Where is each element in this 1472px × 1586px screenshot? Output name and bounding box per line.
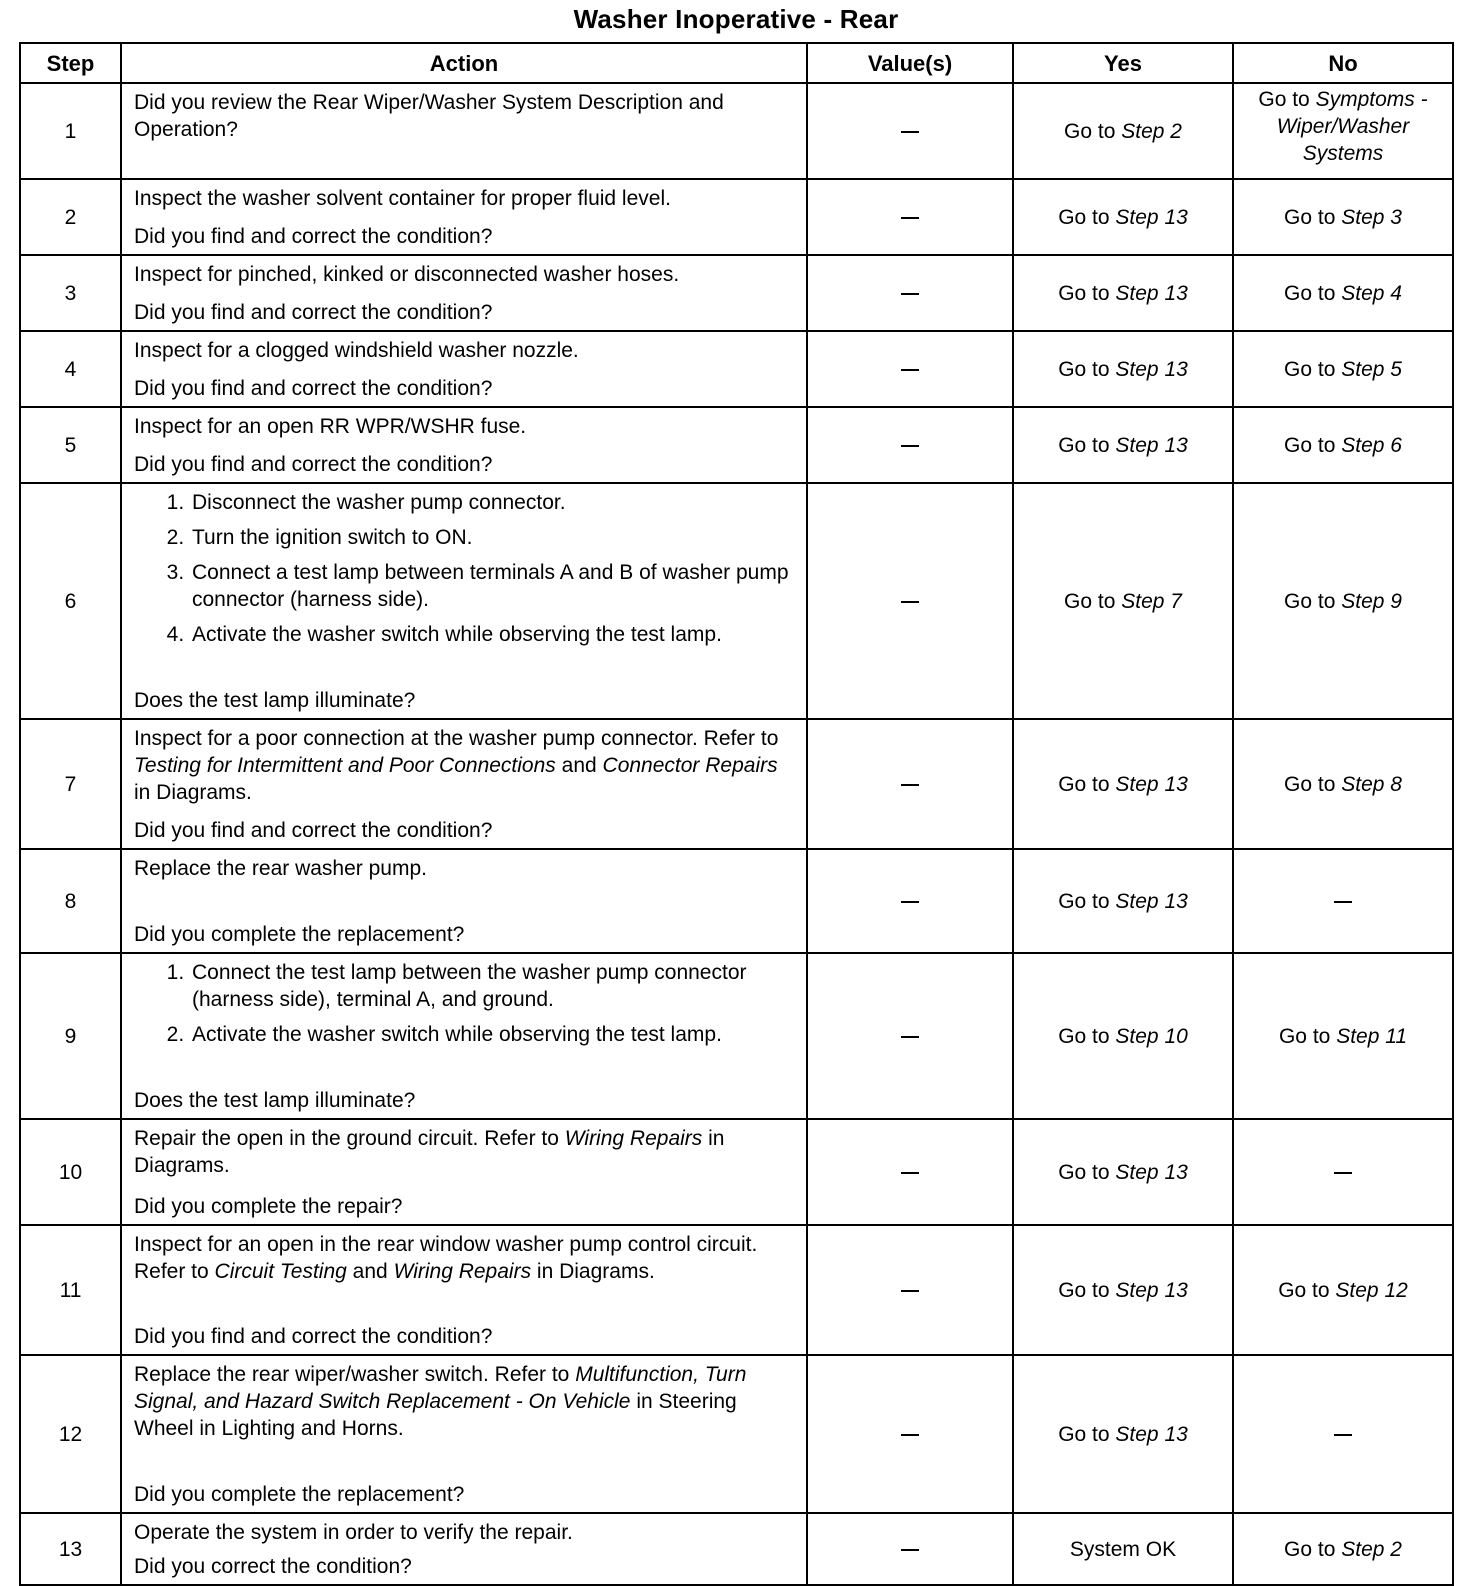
yes-goto-label: Go to [1058,357,1110,381]
no-goto-label: Go to [1278,1278,1330,1302]
action-text: Inspect for a poor connection at the washer pump connector. Refer to [134,727,779,750]
action-content [122,84,806,178]
value-cell [807,83,1013,179]
table-row [20,255,1453,331]
action-text: in Diagrams. [134,781,252,804]
dash-mark [901,1172,919,1174]
yes-step-reference: Step 13 [1115,889,1188,913]
dash-mark [901,1549,919,1551]
no-cell [1233,1355,1453,1513]
header-row [20,43,1453,83]
yes-step-reference: Step 13 [1115,433,1188,457]
action-body [134,725,796,806]
table-row [20,1513,1453,1585]
yes-cell [1013,849,1233,953]
action-text: Repair the open in the ground circuit. Refer to [134,1127,559,1150]
yes-goto-label: Go to [1058,1422,1110,1446]
dash-mark [901,1036,919,1038]
procedure-step: 3. Connect a test lamp between terminals A and B of washer pump connector (harness side). [190,559,796,613]
action-cell [121,483,807,719]
yes-cell [1013,953,1233,1119]
action-content [122,256,806,330]
yes-step-reference: Step 13 [1115,281,1188,305]
no-cell [1233,1513,1453,1585]
value-cell [807,255,1013,331]
action-content [122,1356,806,1512]
yes-goto-label: Go to [1064,589,1116,613]
no-step-reference: Step 4 [1341,281,1402,305]
action-cell [121,179,807,255]
value-cell [807,953,1013,1119]
procedure-step: 2. Activate the washer switch while observing the test lamp. [190,1021,796,1048]
action-body: Inspect the washer solvent container for proper fluid level. [134,187,671,210]
action-body [134,489,796,650]
no-cell [1233,1119,1453,1225]
action-content [122,720,806,848]
yes-cell [1013,83,1233,179]
no-step-reference: Step 12 [1335,1278,1408,1302]
yes-step-reference: Step 13 [1115,357,1188,381]
no-step-reference: Step 8 [1341,772,1402,796]
dash-mark [901,1290,919,1292]
header-yes: Yes [1013,43,1233,83]
action-content [122,850,806,952]
action-text: Replace the rear wiper/washer switch. Refer to [134,1363,570,1386]
action-question: Did you find and correct the condition? [134,453,493,476]
step-number: 1 [20,83,121,179]
page-title: Washer Inoperative - Rear [573,4,899,34]
action-content [122,1120,806,1224]
table-row [20,953,1453,1119]
yes-goto-label: Go to [1058,889,1110,913]
table-row [20,1119,1453,1225]
no-step-reference: Symptoms - Wiper/Washer Systems [1276,88,1428,165]
no-cell [1233,179,1453,255]
no-cell [1233,83,1453,179]
action-cell [121,849,807,953]
procedure-step: 4. Activate the washer switch while observing the test lamp. [190,621,796,648]
action-content [122,180,806,254]
yes-goto-label: Go to [1058,281,1110,305]
action-text: in Steering Wheel in Lighting and Horns. [134,1390,737,1440]
document-reference: Wiring Repairs [393,1260,532,1283]
procedure-step: 1. Disconnect the washer pump connector. [190,489,796,516]
document-reference: Connector Repairs [602,754,778,777]
no-goto-label: Go to [1284,357,1336,381]
step-number: 6 [20,483,121,719]
step-number: 7 [20,719,121,849]
no-goto-label: Go to [1284,433,1336,457]
yes-cell [1013,1119,1233,1225]
action-question: Did you complete the replacement? [134,1483,465,1506]
action-cell [121,1513,807,1585]
value-cell [807,1513,1013,1585]
no-cell [1233,719,1453,849]
step-number: 11 [20,1225,121,1355]
table-row [20,83,1453,179]
yes-step-reference: Step 7 [1121,589,1182,613]
action-cell [121,1119,807,1225]
action-body: Operate the system in order to verify the repair. [134,1521,573,1544]
no-goto-label: Go to [1284,589,1336,613]
yes-cell [1013,1225,1233,1355]
yes-step-reference: Step 2 [1121,119,1182,143]
action-cell [121,83,807,179]
document-reference: Testing for Intermittent and Poor Connections [134,754,556,777]
yes-goto-label: Go to [1058,1024,1110,1048]
step-number: 12 [20,1355,121,1513]
dash-mark [1334,901,1352,903]
dash-mark [1334,1434,1352,1436]
action-question: Did you complete the replacement? [134,923,465,946]
procedure-list [134,959,796,1048]
no-goto-label: Go to [1258,88,1310,111]
action-text: in Diagrams. [536,1260,655,1283]
dash-mark [901,217,919,219]
dash-mark [901,293,919,295]
yes-result: System OK [1069,1537,1177,1561]
yes-step-reference: Step 13 [1115,772,1188,796]
yes-goto-label: Go to [1064,119,1116,143]
action-body [134,1361,796,1442]
dash-mark [901,445,919,447]
yes-goto-label: Go to [1058,205,1110,229]
action-body [134,1231,796,1285]
no-cell [1233,331,1453,407]
action-text: in Diagrams. [134,1127,725,1177]
no-goto-label: Go to [1284,1537,1336,1561]
action-question: Did you find and correct the condition? [134,225,493,248]
action-cell [121,719,807,849]
action-content [122,954,806,1118]
dash-mark [1334,1172,1352,1174]
value-cell [807,179,1013,255]
action-content [122,332,806,406]
action-question: Did you correct the condition? [134,1555,412,1578]
table-row [20,331,1453,407]
dash-mark [901,784,919,786]
value-cell [807,1355,1013,1513]
step-number: 3 [20,255,121,331]
dash-mark [901,369,919,371]
procedure-step: 2. Turn the ignition switch to ON. [190,524,796,551]
no-step-reference: Step 9 [1341,589,1402,613]
action-content [122,408,806,482]
value-cell [807,483,1013,719]
action-body: Inspect for a clogged windshield washer nozzle. [134,339,579,362]
action-content [122,484,806,718]
no-cell [1233,407,1453,483]
action-cell [121,407,807,483]
yes-goto-label: Go to [1058,772,1110,796]
action-question: Does the test lamp illuminate? [134,689,416,712]
no-goto-label: Go to [1284,281,1336,305]
action-question: Does the test lamp illuminate? [134,1089,416,1112]
value-cell [807,1119,1013,1225]
action-body [134,959,796,1050]
action-question: Did you find and correct the condition? [134,819,493,842]
document-reference: Multifunction, Turn Signal, and Hazard Switch Replacement - On Vehicle [134,1363,747,1413]
action-cell [121,331,807,407]
dash-mark [901,901,919,903]
yes-cell [1013,1355,1233,1513]
no-cell [1233,1225,1453,1355]
table-row [20,1355,1453,1513]
table-row [20,1225,1453,1355]
dash-mark [901,1434,919,1436]
action-cell [121,1225,807,1355]
action-body: Replace the rear washer pump. [134,857,427,880]
action-text: Inspect for an open in the rear window washer pump control circuit. Refer to [134,1233,758,1283]
step-number: 4 [20,331,121,407]
yes-goto-label: Go to [1058,1160,1110,1184]
no-cell [1233,255,1453,331]
diagnostic-table [19,42,1454,1586]
yes-cell [1013,407,1233,483]
yes-step-reference: Step 13 [1115,1422,1188,1446]
no-goto-label: Go to [1284,772,1336,796]
no-step-reference: Step 5 [1341,357,1402,381]
header-no: No [1233,43,1453,83]
no-step-reference: Step 3 [1341,205,1402,229]
no-step-reference: Step 11 [1336,1024,1408,1048]
action-cell [121,953,807,1119]
no-cell [1233,849,1453,953]
yes-cell [1013,1513,1233,1585]
table-row [20,849,1453,953]
value-cell [807,331,1013,407]
header-action: Action [121,43,807,83]
step-number: 13 [20,1513,121,1585]
action-body: Inspect for an open RR WPR/WSHR fuse. [134,415,527,438]
dash-mark [901,131,919,133]
no-goto-label: Go to [1278,1024,1331,1048]
yes-goto-label: Go to [1058,433,1110,457]
value-cell [807,407,1013,483]
action-body: Inspect for pinched, kinked or disconnected washer hoses. [134,263,680,286]
no-goto-label: Go to [1284,205,1336,229]
action-body: Did you review the Rear Wiper/Washer System Description and Operation? [134,91,724,141]
value-cell [807,719,1013,849]
yes-goto-label: Go to [1058,1278,1110,1302]
table-row [20,483,1453,719]
step-number: 9 [20,953,121,1119]
action-text: and [561,754,597,777]
action-cell [121,255,807,331]
no-step-reference: Step 6 [1341,433,1402,457]
action-question: Did you find and correct the condition? [134,1325,493,1348]
no-step-reference: Step 2 [1341,1537,1402,1561]
yes-cell [1013,179,1233,255]
yes-cell [1013,331,1233,407]
step-number: 10 [20,1119,121,1225]
table-row [20,719,1453,849]
document-reference: Wiring Repairs [564,1127,703,1150]
action-cell [121,1355,807,1513]
yes-cell [1013,719,1233,849]
table-row [20,407,1453,483]
step-number: 2 [20,179,121,255]
value-cell [807,849,1013,953]
value-cell [807,1225,1013,1355]
header-step: Step [20,43,121,83]
yes-step-reference: Step 13 [1115,1278,1188,1302]
no-cell [1233,953,1453,1119]
header-values: Value(s) [807,43,1013,83]
dash-mark [901,601,919,603]
action-content [122,1226,806,1354]
no-cell [1233,483,1453,719]
yes-step-reference: Step 10 [1115,1024,1188,1048]
action-text: and [352,1260,388,1283]
yes-step-reference: Step 13 [1115,1160,1188,1184]
yes-cell [1013,483,1233,719]
action-question: Did you complete the repair? [134,1195,403,1218]
action-question: Did you find and correct the condition? [134,301,493,324]
action-content [122,1514,806,1584]
procedure-step: 1. Connect the test lamp between the washer pump connector (harness side), terminal A, and ground. [190,959,796,1013]
action-question: Did you find and correct the condition? [134,377,493,400]
procedure-list [134,489,796,648]
document-reference: Circuit Testing [214,1260,347,1283]
step-number: 8 [20,849,121,953]
yes-cell [1013,255,1233,331]
action-body [134,1125,796,1179]
table-row [20,179,1453,255]
step-number: 5 [20,407,121,483]
yes-step-reference: Step 13 [1115,205,1188,229]
